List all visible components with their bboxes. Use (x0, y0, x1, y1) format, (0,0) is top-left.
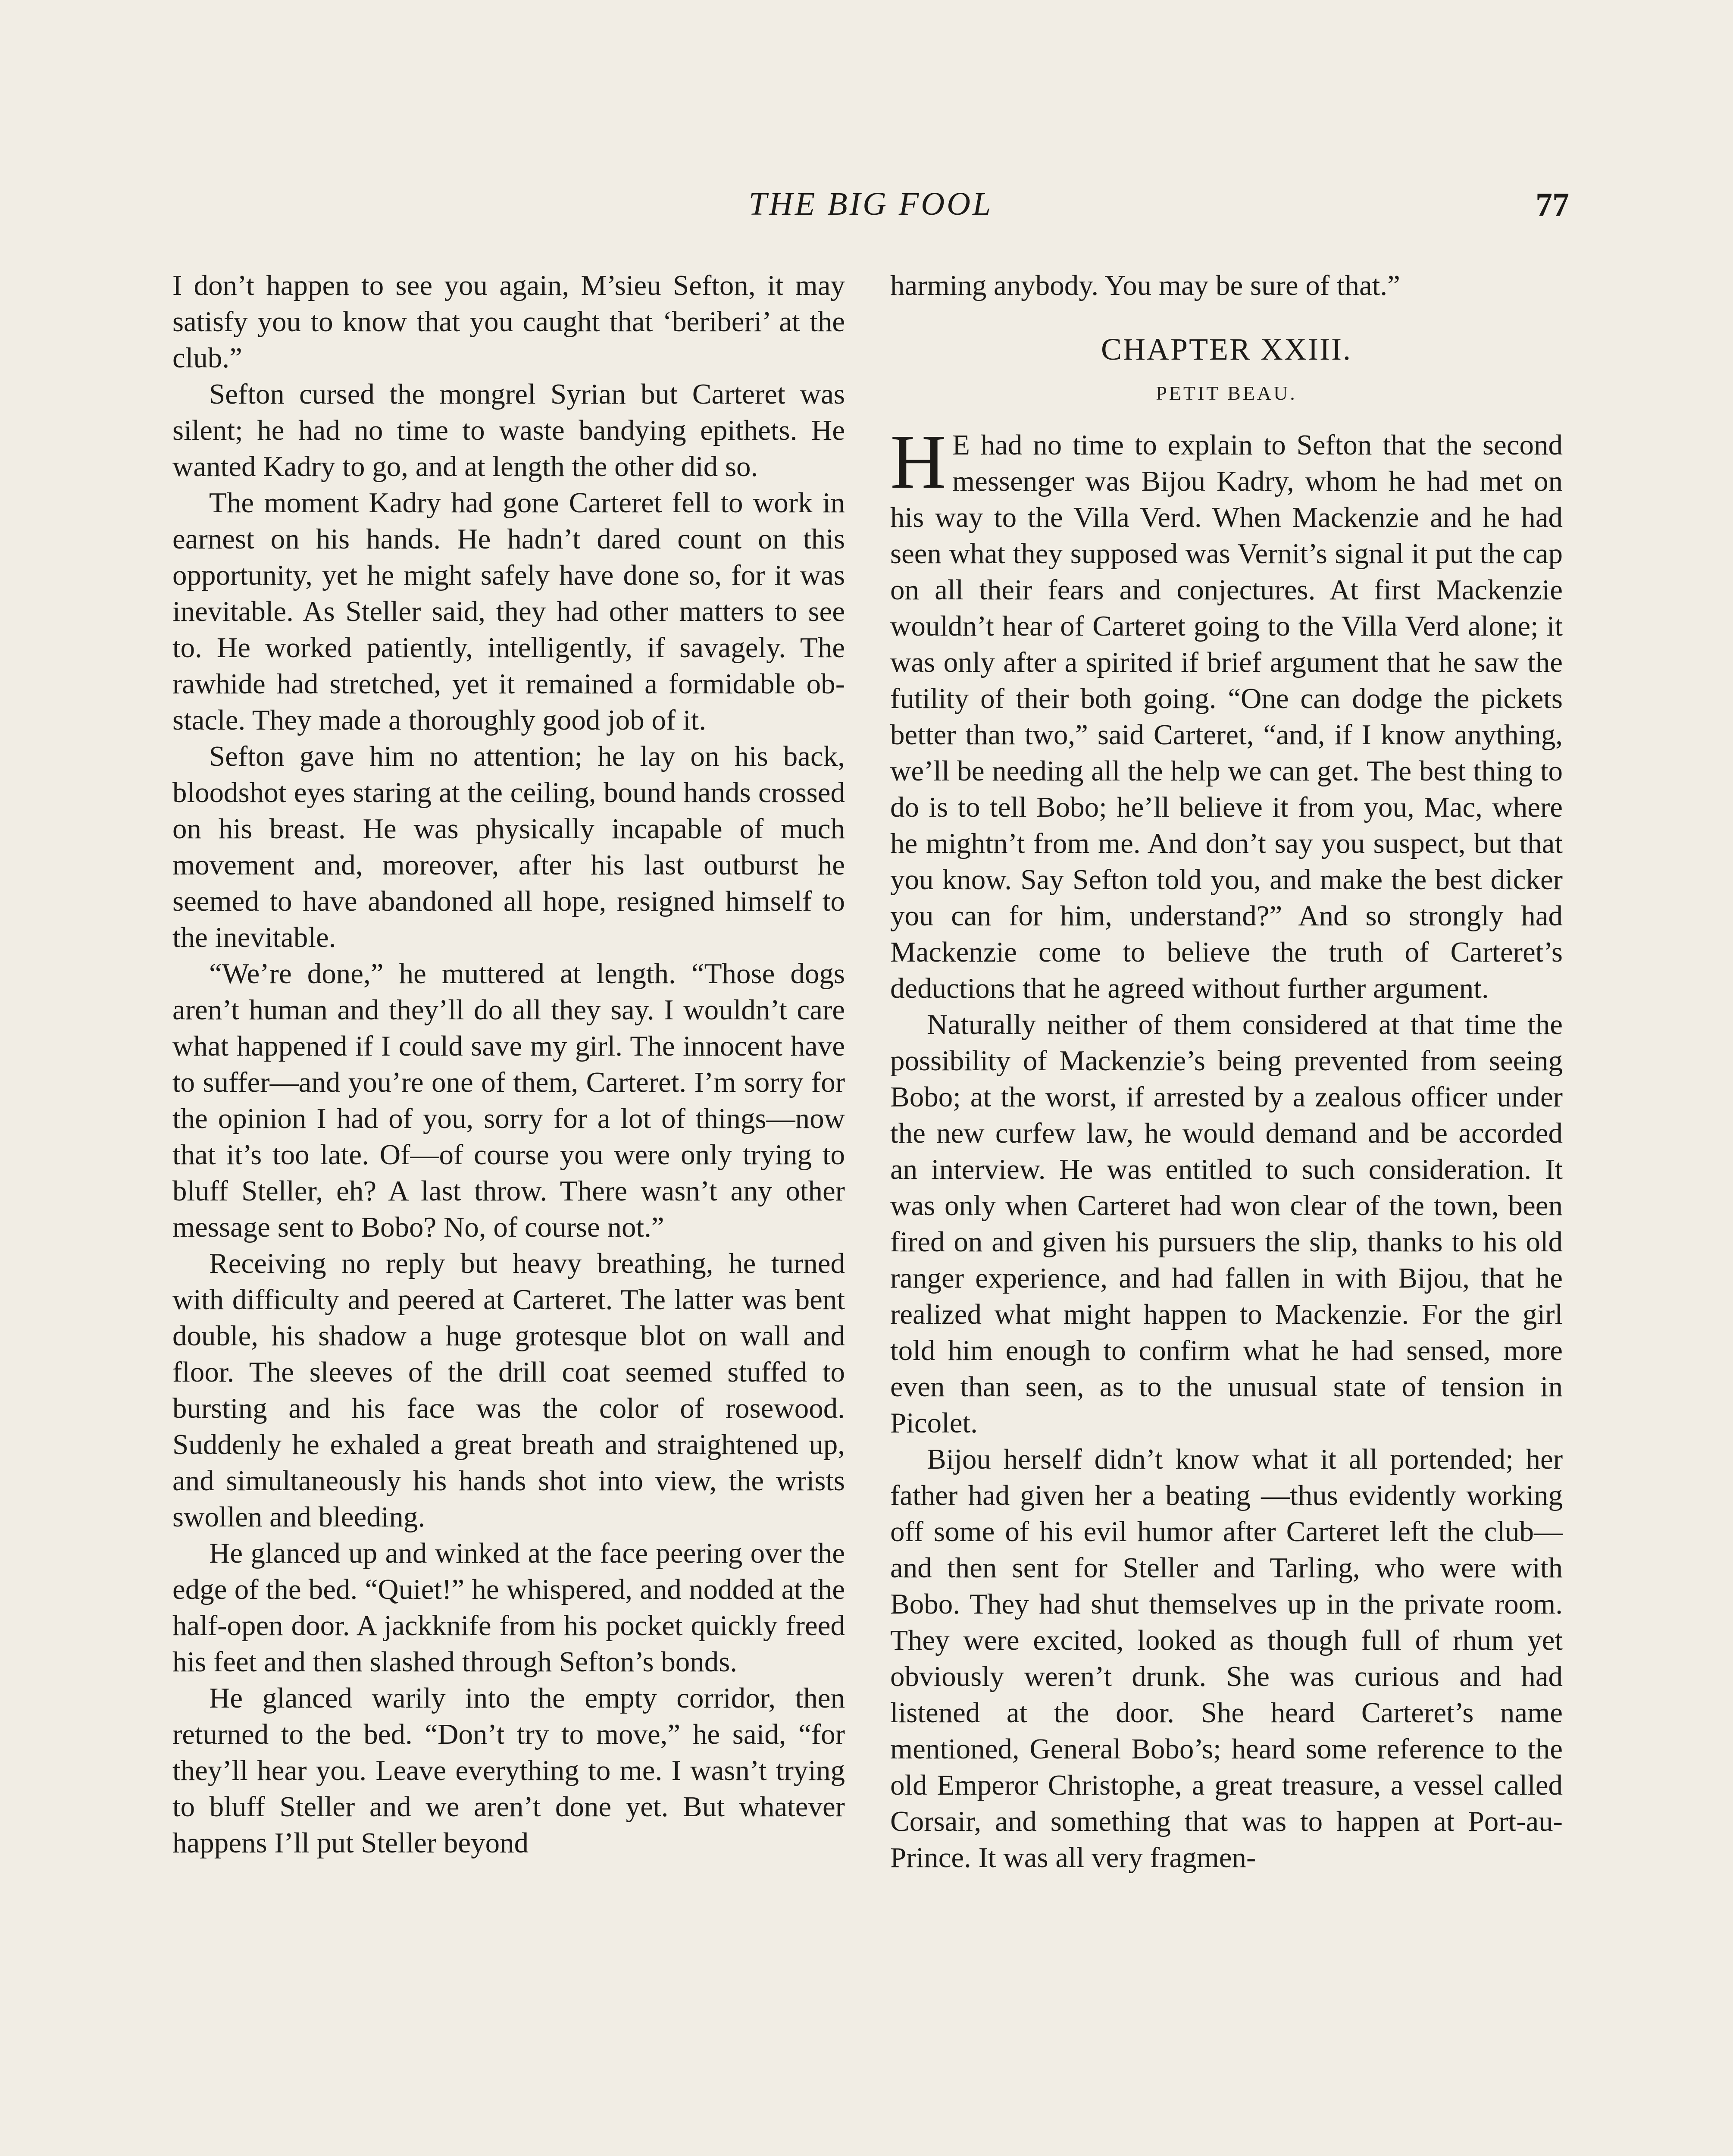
chapter-heading: CHAPTER XXIII. (1101, 332, 1352, 367)
page-number: 77 (1536, 186, 1569, 223)
paragraph: harming anybody. You may be sure of that.” (890, 270, 1400, 301)
chapter-opening-paragraph (890, 419, 1563, 1006)
paragraph: He glanced warily into the empty corridor, then returned to the bed. “Don’t try to move,” he said, “for they’ll hear you. Leave everything to me. I wasn’t trying to bluff Steller and we aren’t done yet. But whatever happens I’ll put Steller beyond (172, 1682, 845, 1859)
paragraph: Receiving no reply but heavy breathing, he turned with difficulty and peered at Carteret. The latter was bent double, his shadow a huge grotesque blot on wall and floor. The sleeves of the drill coat seemed stuffed to bursting and his face was the color of rosewood. Suddenly he exhaled a great breath and straightened up, and simultaneously his hands shot into view, the wrists swollen and bleeding. (172, 1247, 845, 1533)
paragraph: Sefton gave him no attention; he lay on his back, bloodshot eyes staring at the ceiling, bound hands crossed on his breast. He was physically incapable of much movement and, moreover, after his last outburst he seemed to have abandoned all hope, resigned himself to the inevitable. (172, 740, 845, 953)
paragraph: Sefton cursed the mongrel Syrian but Carteret was silent; he had no time to waste bandying epithets. He wanted Kadry to go, and at length the other did so. (172, 378, 845, 483)
paragraph: Bijou herself didn’t know what it all portended; her father had given her a beating —thus evidently working off some of his evil humor after Carteret left the club— and then sent for Steller and Tarling, who were with Bobo. They had shut themselves up in the private room. They were excited, looked as though full of rhum yet obviously weren’t drunk. She was curious and had listened at the door. She heard Carteret’s name mentioned, General Bobo’s; heard some reference to the old Emperor Christophe, a great treasure, a vessel called Corsair, and something that was to happen at Port-au-Prince. It was all very fragmen- (890, 1443, 1563, 1874)
running-title: THE BIG FOOL (748, 186, 993, 222)
paragraph: The moment Kadry had gone Carteret fell to work in earnest on his hands. He hadn’t dared count on this opportunity, yet he might safely have done so, for it was inevitable. As Steller said, they had other matters to see to. He worked patiently, intelligently, if savagely. The rawhide had stretched, yet it remained a formidable obstacle. They made a thoroughly good job of it. (172, 487, 845, 736)
paragraph: Naturally neither of them considered at that time the possibility of Mackenzie’s being prevented from seeing Bobo; at the worst, if arrested by a zealous officer under the new curfew law, he would demand and be accorded an interview. He was entitled to such consideration. It was only when Carteret had won clear of the town, been fired on and given his pursuers the slip, thanks to his old ranger experience, and had fallen in with Bijou, that he realized what might happen to Mackenzie. For the girl told him enough to confirm what he had sensed, more even than seen, as to the unusual state of tension in Picolet. (890, 1009, 1563, 1439)
right-column (890, 267, 1563, 1876)
running-head (172, 185, 1569, 237)
paragraph: I don’t happen to see you again, M’sieu Sefton, it may satisfy you to know that you caught that ‘beriberi’ at the club.” (172, 270, 845, 374)
chapter-subtitle: PETIT BEAU. (1156, 382, 1297, 404)
paragraph: “We’re done,” he muttered at length. “Those dogs aren’t human and they’ll do all they say. I wouldn’t care what happened if I could save my girl. The innocent have to suffer—and you’re one of them, Carteret. I’m sorry for the opinion I had of you, sorry for a lot of things—now that it’s too late. Of—of course you were only trying to bluff Steller, eh? A last throw. There wasn’t any other message sent to Bobo? No, of course not.” (172, 958, 845, 1243)
paragraph: He glanced up and winked at the face peering over the edge of the bed. “Quiet!” he whispered, and nodded at the half-open door. A jackknife from his pocket quickly freed his feet and then slashed through Sefton’s bonds. (172, 1537, 845, 1678)
left-column (172, 267, 845, 1861)
drop-cap: H (890, 419, 946, 505)
chapter-opening-text: E had no time to explain to Sefton that the second messenger was Bijou Kadry, whom he had met on his way to the Villa Verd. When Mackenzie and he had seen what they supposed was Vernit’s signal it put the cap on all their fears and conjectures. At first Mackenzie wouldn’t hear of Carteret going to the Villa Verd alone; it was only after a spirited if brief argument that he saw the futility of their both going. “One can dodge the pickets better than two,” said Carteret, “and, if I know anything, we’ll be needing all the help we can get. The best thing to do is to tell Bobo; he’ll believe it from you, Mac, where he mightn’t from me. And don’t say you suspect, but that you know. Say Sefton told you, and make the best dicker you can for him, understand?” And so strongly had Mackenzie come to believe the truth of Carteret’s deductions that he agreed without further argument. (890, 429, 1563, 1004)
